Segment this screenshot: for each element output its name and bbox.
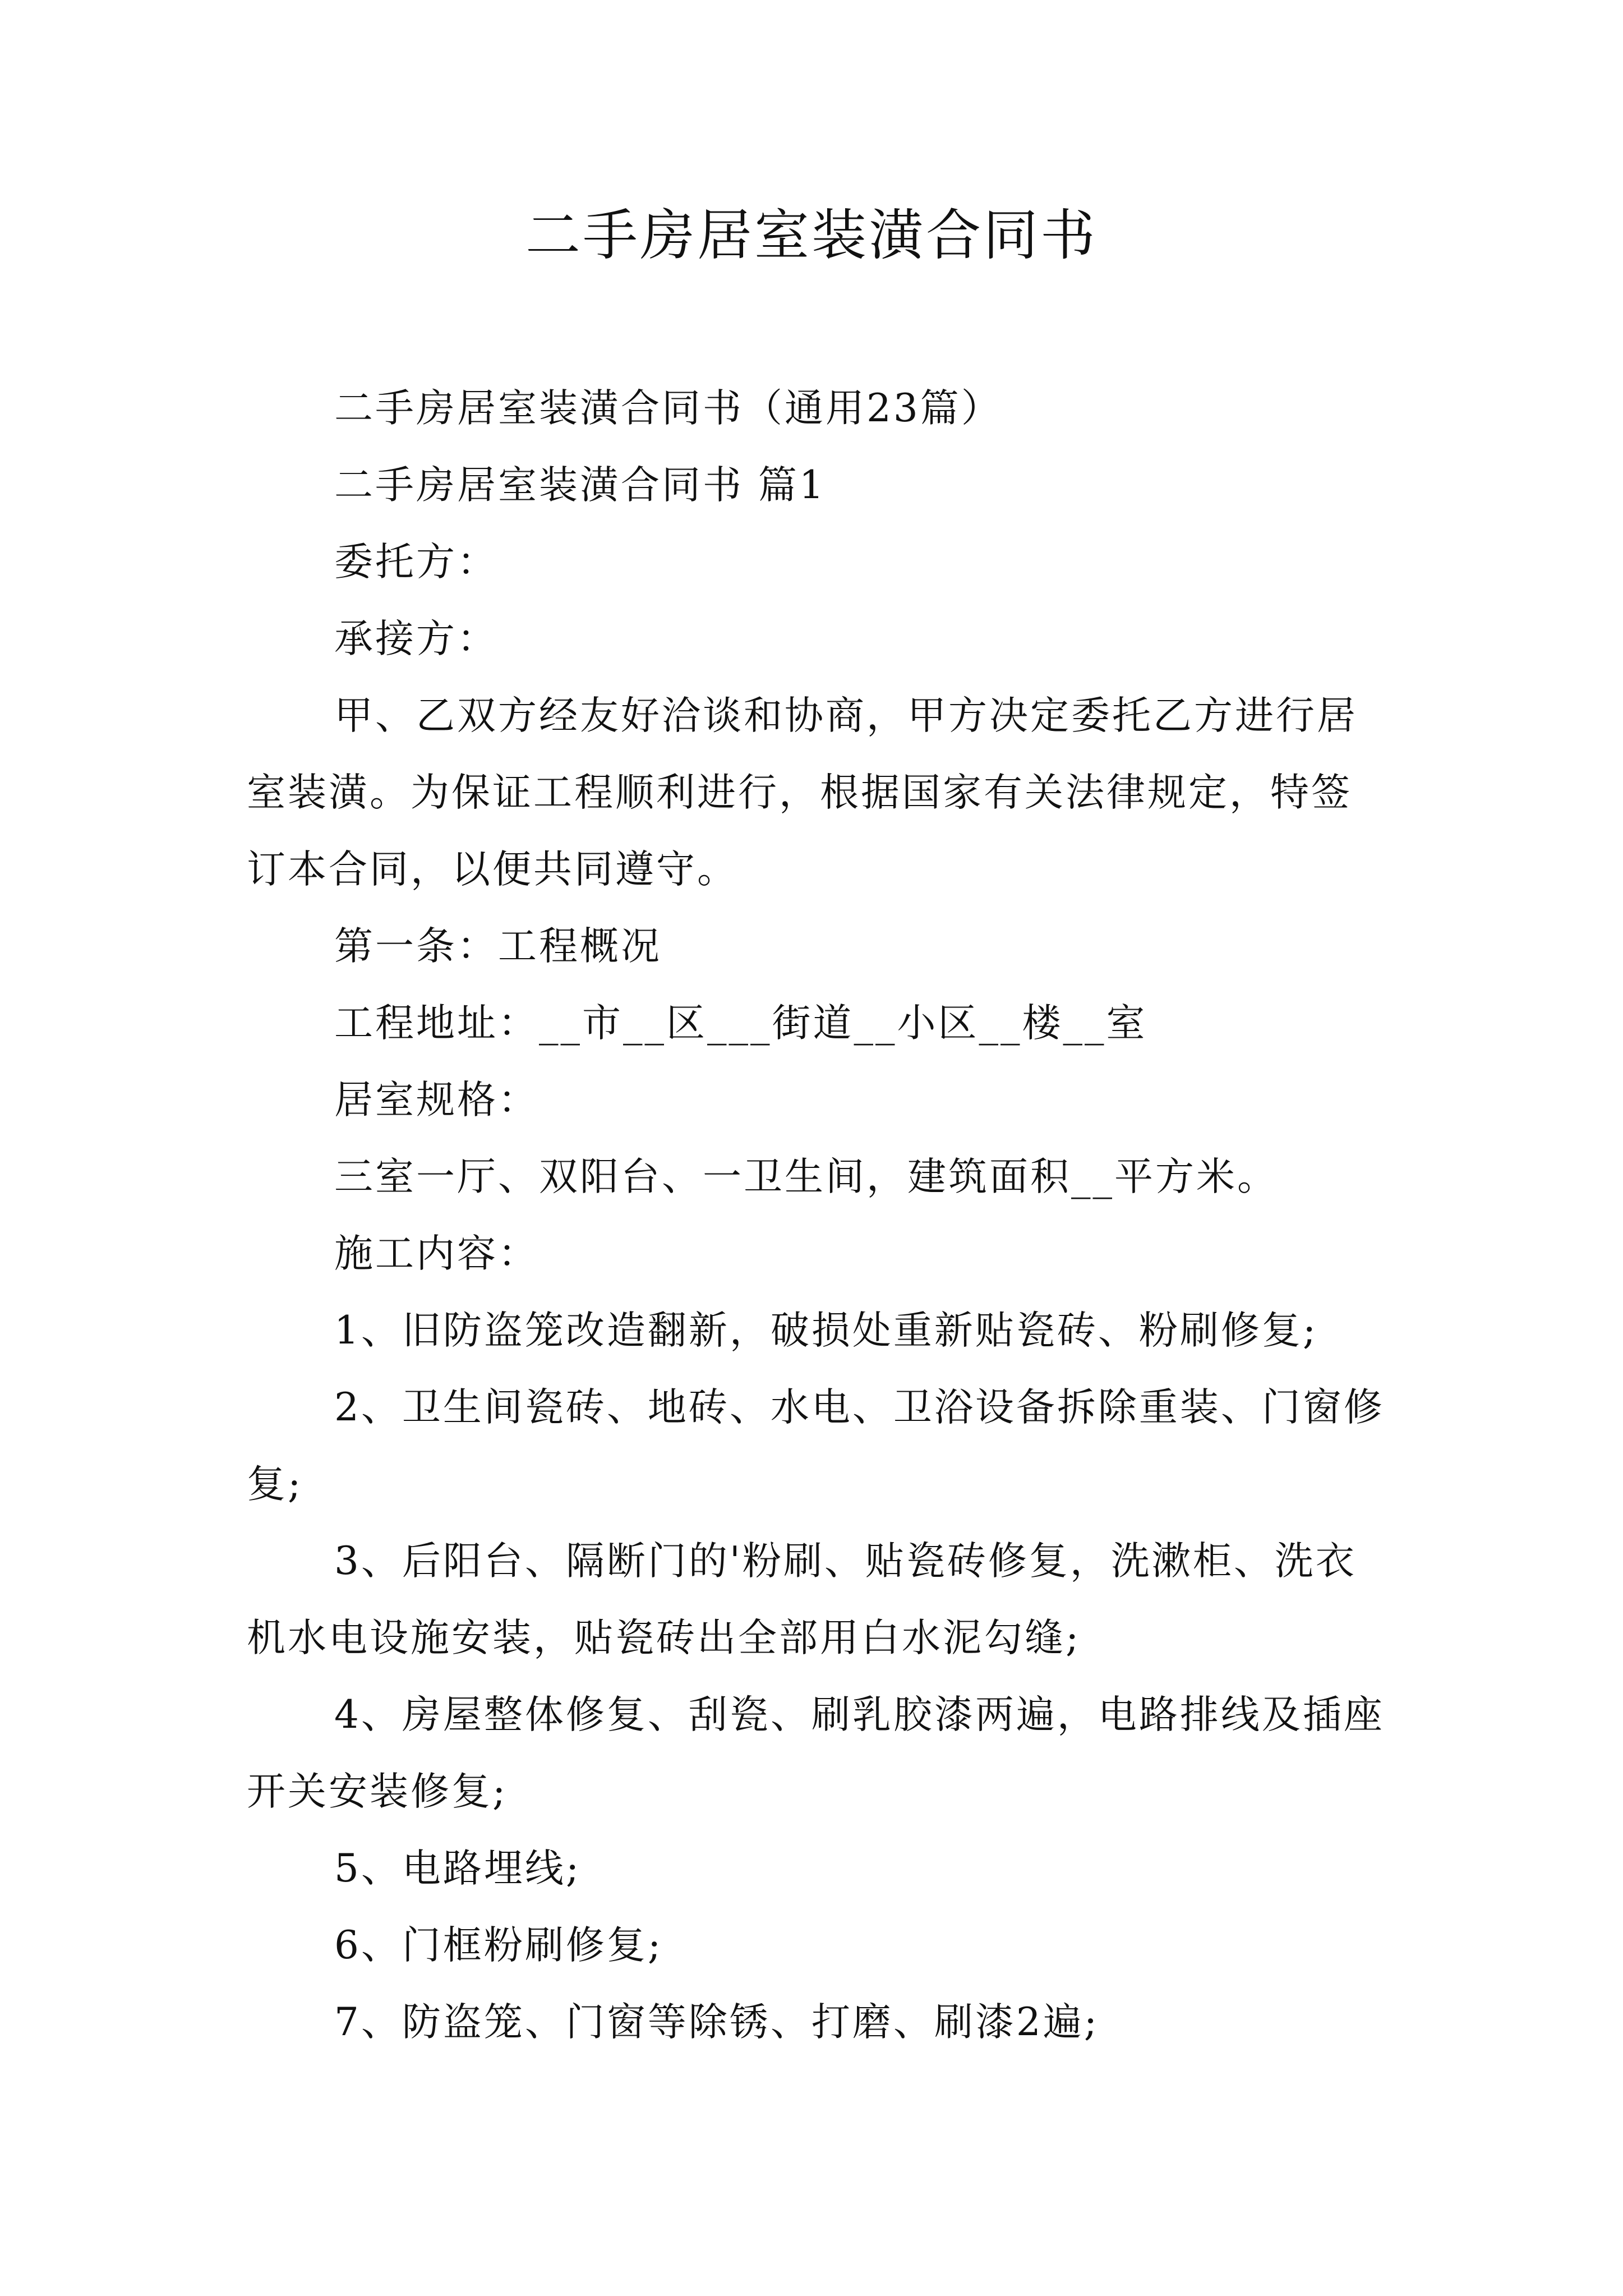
list-item: 5、电路埋线; [334, 1846, 582, 1891]
paragraph-room-spec: 三室一厅、双阳台、一卫生间，建筑面积__平方米。 [334, 1154, 1278, 1199]
paragraph-client: 委托方： [334, 540, 498, 585]
document-body [247, 370, 1391, 2061]
paragraph-article-one: 第一条：工程概况 [334, 924, 662, 969]
paragraph-preamble: 甲、乙双方经友好洽谈和协商，甲方决定委托乙方进行居室装潢。为保证工程顺利进行，根据国家有关法律规定，特签订本合同，以便共同遵守。 [247, 693, 1358, 892]
paragraph-work-content-label: 施工内容： [334, 1231, 539, 1276]
paragraph-section-heading: 二手房居室装潢合同书 篇1 [334, 463, 826, 508]
list-item: 4、房屋整体修复、刮瓷、刷乳胶漆两遍，电路排线及插座开关安装修复; [247, 1692, 1385, 1814]
list-item: 3、后阳台、隔断门的'粉刷、贴瓷砖修复，洗漱柜、洗衣机水电设施安装，贴瓷砖出全部用白水泥勾缝; [247, 1539, 1357, 1660]
paragraph-address: 工程地址：__市__区___街道__小区__楼__室 [334, 1001, 1147, 1046]
paragraph-subtitle: 二手房居室装潢合同书（通用23篇） [334, 386, 1002, 431]
paragraph-contractor: 承接方： [334, 616, 498, 661]
list-item: 1、旧防盗笼改造翻新，破损处重新贴瓷砖、粉刷修复; [334, 1308, 1318, 1353]
list-item: 6、门框粉刷修复; [334, 1923, 663, 1968]
list-item: 7、防盗笼、门窗等除锈、打磨、刷漆2遍; [334, 2000, 1100, 2045]
document-title: 二手房居室装潢合同书 [525, 204, 1098, 268]
list-item: 2、卫生间瓷砖、地砖、水电、卫浴设备拆除重装、门窗修复; [247, 1385, 1385, 1507]
paragraph-room-spec-label: 居室规格： [334, 1078, 539, 1122]
